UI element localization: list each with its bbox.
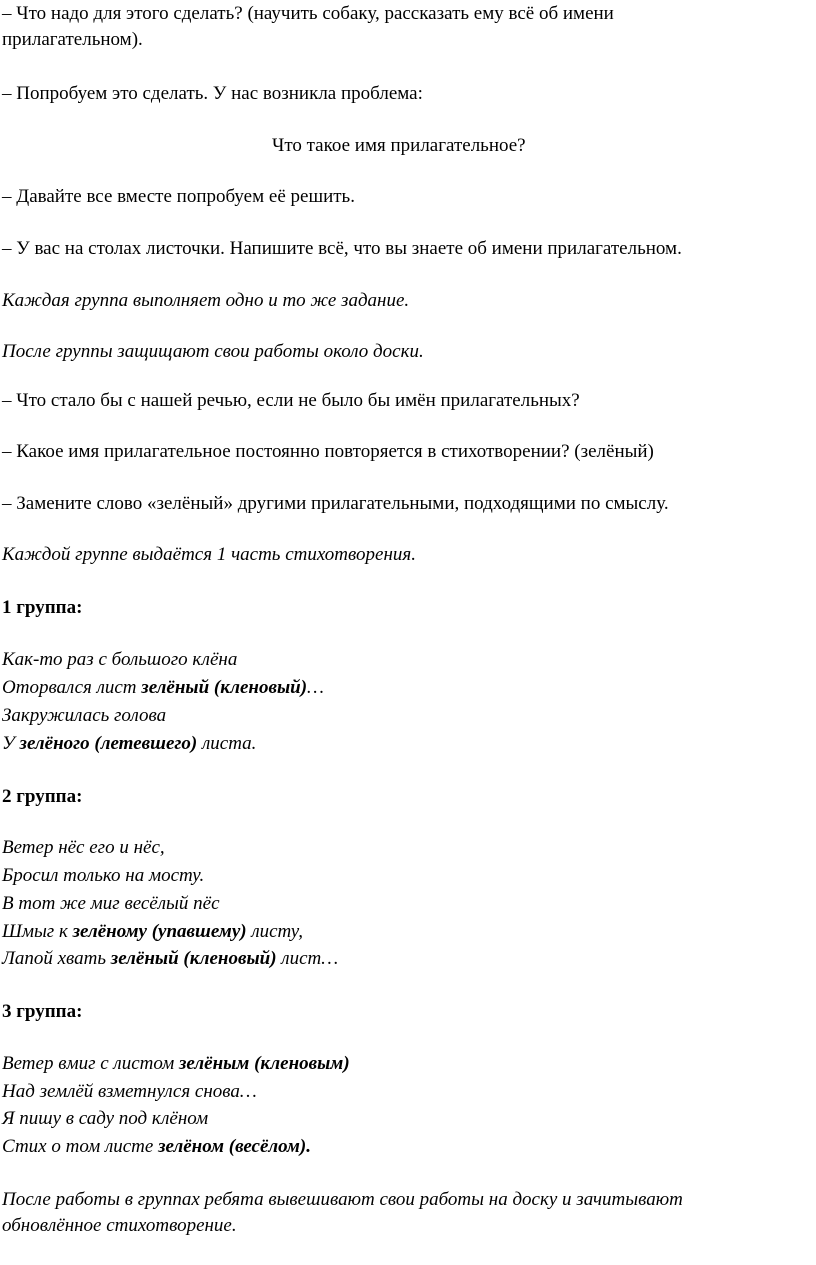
group2-line1: Ветер нёс его и нёс, bbox=[2, 837, 165, 858]
part-note: Каждой группе выдаётся 1 часть стихотворения. bbox=[2, 544, 416, 565]
group1-heading: 1 группа: bbox=[2, 597, 83, 618]
group3-line2: Над землёй взметнулся снова… bbox=[2, 1081, 257, 1102]
question-text-line2: прилагательном). bbox=[2, 29, 143, 50]
group2-line2: Бросил только на мосту. bbox=[2, 865, 205, 886]
task-note: Каждая группа выполняет одно и то же задание. bbox=[2, 290, 410, 311]
speech-question: – Что стало бы с нашей речью, если не было бы имён прилагательных? bbox=[2, 390, 580, 411]
group1-line1: Как-то раз с большого клёна bbox=[2, 649, 238, 670]
problem-text: – Попробуем это сделать. У нас возникла проблема: bbox=[2, 83, 423, 104]
group2-heading: 2 группа: bbox=[2, 786, 83, 807]
defend-note: После группы защищают свои работы около доски. bbox=[2, 341, 424, 362]
group1-line2: Оторвался лист зелёный (кленовый)… bbox=[2, 677, 324, 698]
repeat-question: – Какое имя прилагательное постоянно повторяется в стихотворении? (зелёный) bbox=[2, 441, 654, 462]
outro-line1: После работы в группах ребята вывешивают свои работы на доску и зачитывают bbox=[2, 1189, 683, 1210]
outro-line2: обновлённое стихотворение. bbox=[2, 1215, 237, 1236]
group1-line3: Закружилась голова bbox=[2, 705, 167, 726]
solve-text: – Давайте все вместе попробуем её решить. bbox=[2, 186, 355, 207]
group2-line5: Лапой хвать зелёный (кленовый) лист… bbox=[2, 948, 339, 969]
group2-line3: В тот же миг весёлый пёс bbox=[2, 893, 220, 914]
group3-heading: 3 группа: bbox=[2, 1001, 83, 1022]
central-question: Что такое имя прилагательное? bbox=[272, 135, 526, 156]
group3-line4: Стих о том листе зелёном (весёлом). bbox=[2, 1136, 311, 1157]
group2-line4: Шмыг к зелёному (упавшему) листу, bbox=[2, 921, 304, 942]
group3-line1: Ветер вмиг с листом зелёным (кленовым) bbox=[2, 1053, 350, 1074]
leaflets-text: – У вас на столах листочки. Напишите всё, что вы знаете об имени прилагательном. bbox=[2, 238, 682, 259]
group3-line3: Я пишу в саду под клёном bbox=[2, 1108, 209, 1129]
question-text-line1: – Что надо для этого сделать? (научить собаку, рассказать ему всё об имени bbox=[2, 3, 614, 24]
group1-line4: У зелёного (летевшего) листа. bbox=[2, 733, 257, 754]
replace-task: – Замените слово «зелёный» другими прилагательными, подходящими по смыслу. bbox=[2, 493, 669, 514]
